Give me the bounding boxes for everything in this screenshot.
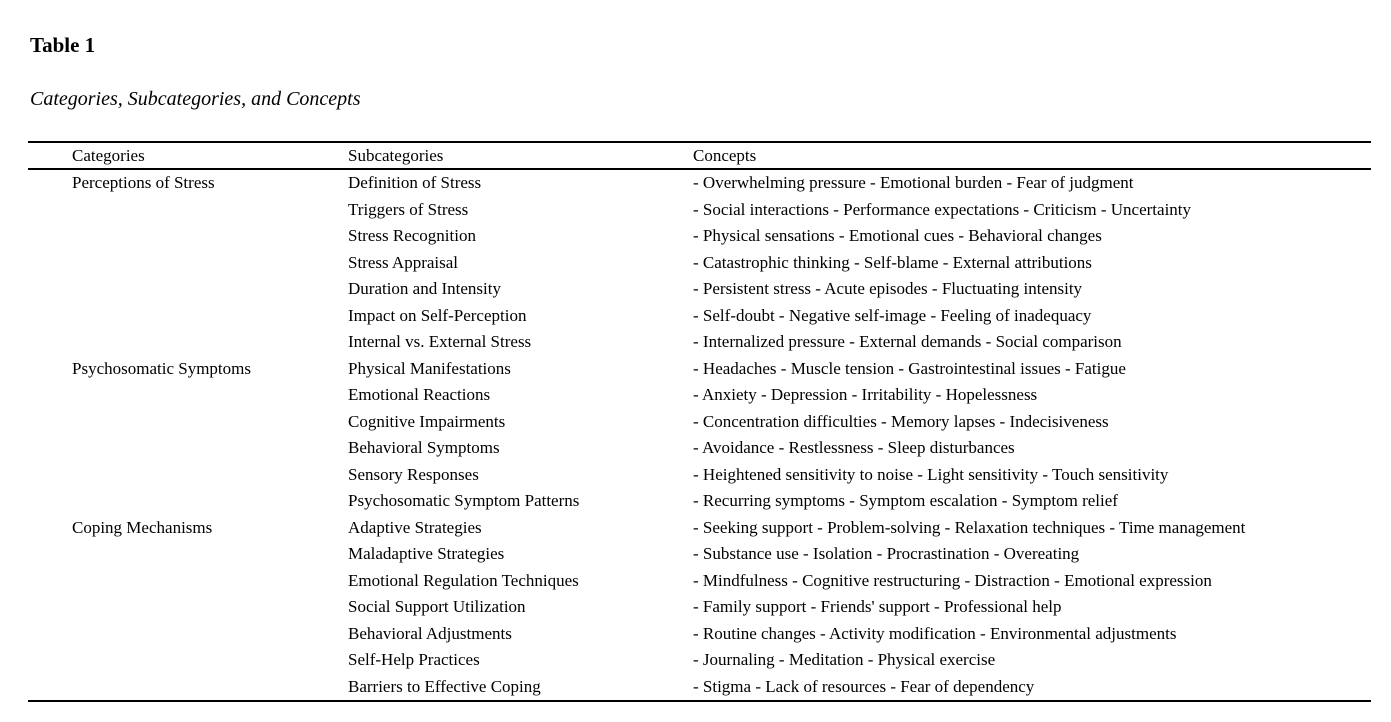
- category-cell: [28, 382, 348, 409]
- concepts-cell: - Overwhelming pressure - Emotional burden - Fear of judgment: [693, 173, 1134, 193]
- concepts-cell: - Seeking support - Problem-solving - Relaxation techniques - Time management: [693, 517, 1246, 537]
- category-cell: Psychosomatic Symptoms: [72, 358, 251, 378]
- subcategory-cell: Barriers to Effective Coping: [348, 676, 541, 696]
- subcategory-cell: Definition of Stress: [348, 173, 482, 193]
- table-row: [28, 435, 1371, 462]
- category-cell: [28, 621, 348, 648]
- table-row: [28, 223, 1371, 250]
- table-row: [28, 674, 1371, 702]
- table-caption: Categories, Subcategories, and Concepts: [30, 88, 361, 110]
- concepts-cell: - Recurring symptoms - Symptom escalation - Symptom relief: [693, 491, 1118, 511]
- subcategory-cell: Cognitive Impairments: [348, 411, 506, 431]
- subcategory-cell: Emotional Regulation Techniques: [348, 570, 579, 590]
- header-row: [28, 142, 1371, 169]
- concepts-cell: - Catastrophic thinking - Self-blame - External attributions: [693, 252, 1092, 272]
- category-cell: [28, 409, 348, 436]
- table-row: [28, 329, 1371, 356]
- table-row: [28, 276, 1371, 303]
- column-header-subcategories: Subcategories: [348, 145, 444, 165]
- concepts-cell: - Stigma - Lack of resources - Fear of dependency: [693, 676, 1035, 696]
- category-cell: [28, 568, 348, 595]
- category-cell: [28, 223, 348, 250]
- table-row: [28, 647, 1371, 674]
- table-row: [28, 250, 1371, 277]
- table-row: [28, 409, 1371, 436]
- subcategory-cell: Social Support Utilization: [348, 597, 526, 617]
- concepts-cell: - Physical sensations - Emotional cues - Behavioral changes: [693, 226, 1102, 246]
- category-cell: [28, 250, 348, 277]
- table-body: [28, 169, 1371, 701]
- concepts-cell: - Substance use - Isolation - Procrastination - Overeating: [693, 544, 1080, 564]
- concepts-cell: - Avoidance - Restlessness - Sleep disturbances: [693, 438, 1015, 458]
- table-row: [28, 621, 1371, 648]
- category-cell: [28, 197, 348, 224]
- table-row: [28, 515, 1371, 542]
- category-cell: [28, 594, 348, 621]
- concepts-cell: - Concentration difficulties - Memory lapses - Indecisiveness: [693, 411, 1109, 431]
- concepts-cell: - Anxiety - Depression - Irritability - Hopelessness: [693, 385, 1038, 405]
- concepts-cell: - Routine changes - Activity modification - Environmental adjustments: [693, 623, 1177, 643]
- subcategory-cell: Psychosomatic Symptom Patterns: [348, 491, 580, 511]
- subcategory-cell: Internal vs. External Stress: [348, 332, 532, 352]
- category-cell: [28, 462, 348, 489]
- subcategory-cell: Emotional Reactions: [348, 385, 491, 405]
- categories-table: [28, 141, 1371, 702]
- concepts-cell: - Family support - Friends' support - Professional help: [693, 597, 1062, 617]
- table-row: [28, 169, 1371, 197]
- table-row: [28, 356, 1371, 383]
- concepts-cell: - Mindfulness - Cognitive restructuring - Distraction - Emotional expression: [693, 570, 1212, 590]
- table-container: [28, 141, 1371, 702]
- subcategory-cell: Physical Manifestations: [348, 358, 511, 378]
- concepts-cell: - Internalized pressure - External demands - Social comparison: [693, 332, 1122, 352]
- subcategory-cell: Adaptive Strategies: [348, 517, 482, 537]
- category-cell: [28, 488, 348, 515]
- table-row: [28, 303, 1371, 330]
- subcategory-cell: Sensory Responses: [348, 464, 479, 484]
- concepts-cell: - Journaling - Meditation - Physical exercise: [693, 650, 996, 670]
- category-cell: Coping Mechanisms: [72, 517, 213, 537]
- table-row: [28, 197, 1371, 224]
- category-cell: [28, 435, 348, 462]
- concepts-cell: - Self-doubt - Negative self-image - Feeling of inadequacy: [693, 305, 1092, 325]
- table-row: [28, 382, 1371, 409]
- subcategory-cell: Behavioral Symptoms: [348, 438, 500, 458]
- table-row: [28, 488, 1371, 515]
- table-row: [28, 594, 1371, 621]
- table-label: Table 1: [30, 33, 96, 57]
- category-cell: [28, 541, 348, 568]
- subcategory-cell: Self-Help Practices: [348, 650, 480, 670]
- subcategory-cell: Impact on Self-Perception: [348, 305, 527, 325]
- column-header-categories: Categories: [72, 145, 145, 165]
- table-row: [28, 462, 1371, 489]
- concepts-cell: - Heightened sensitivity to noise - Light sensitivity - Touch sensitivity: [693, 464, 1169, 484]
- column-header-concepts: Concepts: [693, 145, 757, 165]
- subcategory-cell: Behavioral Adjustments: [348, 623, 512, 643]
- table-row: [28, 568, 1371, 595]
- category-cell: [28, 647, 348, 674]
- concepts-cell: - Social interactions - Performance expectations - Criticism - Uncertainty: [693, 199, 1192, 219]
- concepts-cell: - Persistent stress - Acute episodes - Fluctuating intensity: [693, 279, 1083, 299]
- subcategory-cell: Triggers of Stress: [348, 199, 469, 219]
- category-cell: [28, 303, 348, 330]
- subcategory-cell: Stress Appraisal: [348, 252, 459, 272]
- category-cell: [28, 329, 348, 356]
- subcategory-cell: Stress Recognition: [348, 226, 476, 246]
- category-cell: [28, 674, 348, 702]
- category-cell: Perceptions of Stress: [72, 173, 215, 193]
- subcategory-cell: Maladaptive Strategies: [348, 544, 505, 564]
- subcategory-cell: Duration and Intensity: [348, 279, 501, 299]
- concepts-cell: - Headaches - Muscle tension - Gastrointestinal issues - Fatigue: [693, 358, 1126, 378]
- category-cell: [28, 276, 348, 303]
- table-row: [28, 541, 1371, 568]
